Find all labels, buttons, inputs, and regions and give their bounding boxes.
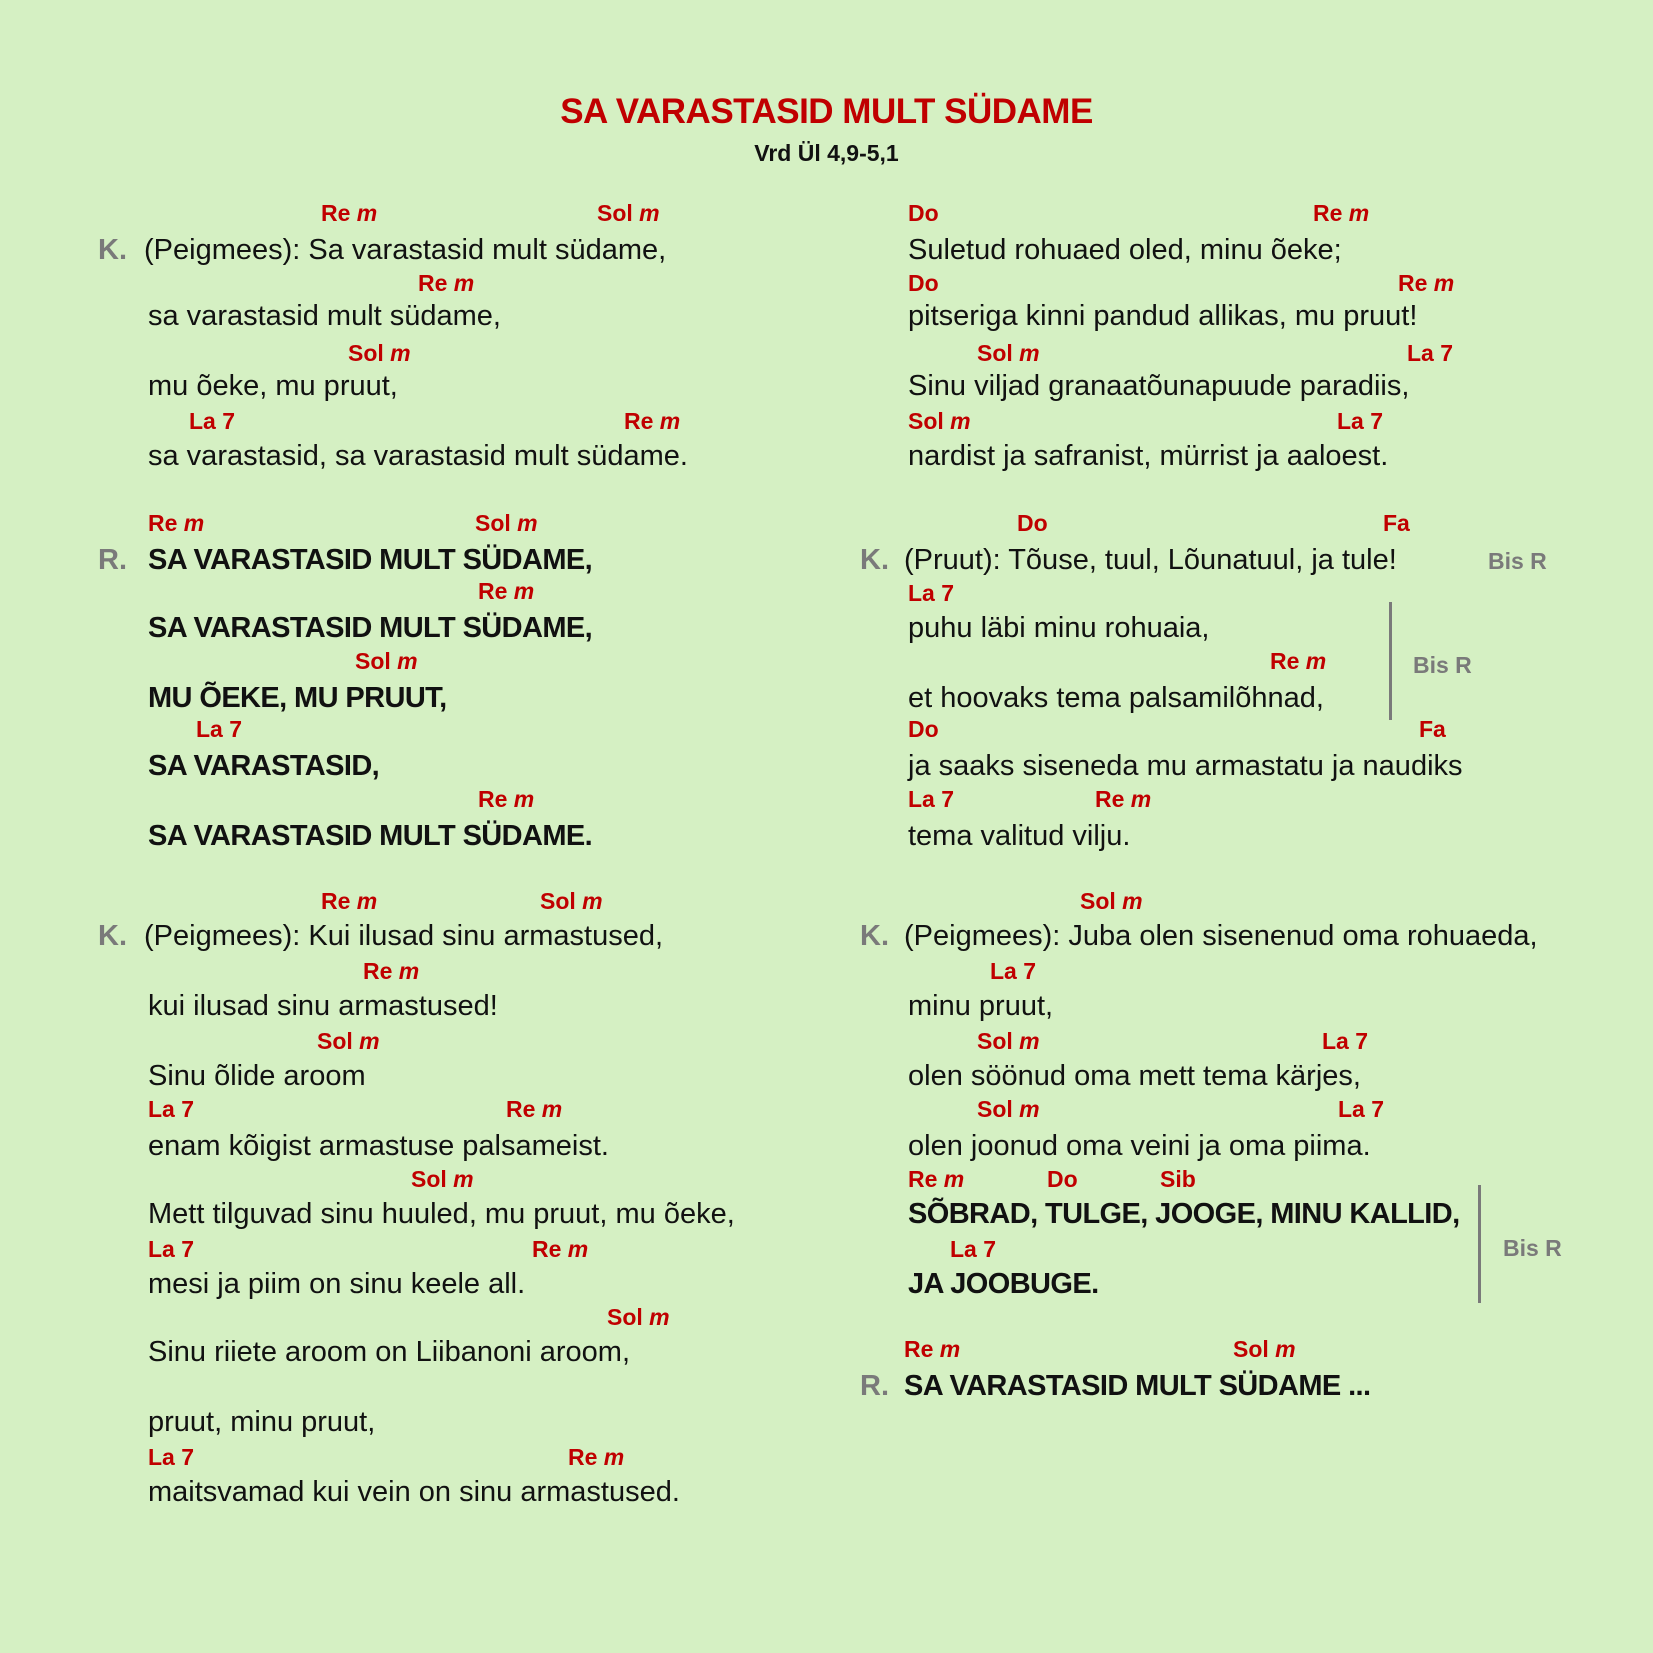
lyric-line: olen joonud oma veini ja oma piima. (908, 1130, 1371, 1162)
lyric-line: et hoovaks tema palsamilõhnad, (908, 682, 1324, 714)
chord: La 7 (1337, 408, 1384, 434)
chord: Re m (624, 408, 681, 434)
lyric-line: puhu läbi minu rohuaia, (908, 612, 1210, 644)
stanza-marker: K. (98, 234, 127, 266)
repeat-bracket (1478, 1185, 1481, 1303)
lyric-line: sa varastasid mult südame, (148, 300, 501, 332)
chord: La 7 (148, 1096, 195, 1122)
chord: Re m (148, 510, 205, 536)
chord: La 7 (196, 716, 243, 742)
chord: Re m (904, 1336, 961, 1362)
lyric-line: Mett tilguvad sinu huuled, mu pruut, mu õeke, (148, 1198, 735, 1230)
chord: La 7 (908, 786, 955, 812)
chord: La 7 (990, 958, 1037, 984)
lyric-line: pitseriga kinni pandud allikas, mu pruut! (908, 300, 1418, 332)
stanza-marker: K. (98, 920, 127, 952)
lyric-line: enam kõigist armastuse palsameist. (148, 1130, 609, 1162)
refrain-line: MU ÕEKE, MU PRUUT, (148, 682, 447, 714)
refrain-line: SA VARASTASID, (148, 750, 380, 782)
chord: Sol m (411, 1166, 474, 1192)
chord: Sol m (348, 340, 411, 366)
chord: Sol m (607, 1304, 670, 1330)
lyric-line: nardist ja safranist, mürrist ja aaloest. (908, 440, 1389, 472)
stanza-marker: R. (860, 1370, 889, 1402)
lyric-line: Suletud rohuaed oled, minu õeke; (908, 234, 1342, 266)
chord: Re m (321, 200, 378, 226)
lyric-line: (Peigmees): Sa varastasid mult südame, (144, 234, 667, 266)
chord: Re m (532, 1236, 589, 1262)
lyric-line: kui ilusad sinu armastused! (148, 990, 498, 1022)
lyric-line: Sinu riiete aroom on Liibanoni aroom, (148, 1336, 630, 1368)
lyric-line: mu õeke, mu pruut, (148, 370, 398, 402)
chord: Do (908, 200, 939, 226)
chord: La 7 (148, 1236, 195, 1262)
chord: Sol m (540, 888, 603, 914)
song-title: SA VARASTASID MULT SÜDAME (560, 92, 1093, 131)
lyric-line: minu pruut, (908, 990, 1054, 1022)
chord: Re m (908, 1166, 965, 1192)
lyric-line: Sinu õlide aroom (148, 1060, 366, 1092)
chord: La 7 (1322, 1028, 1369, 1054)
chord: Sol m (475, 510, 538, 536)
chord: Re m (1398, 270, 1455, 296)
chord: Do (908, 270, 939, 296)
chord: Re m (363, 958, 420, 984)
chord: Re m (506, 1096, 563, 1122)
bis-refrain-label: Bis R (1413, 652, 1472, 678)
repeat-bracket (1389, 602, 1392, 720)
chord: Sol m (317, 1028, 380, 1054)
refrain-line: SÕBRAD, TULGE, JOOGE, MINU KALLID, (908, 1198, 1460, 1230)
chord: Re m (478, 578, 535, 604)
stanza-marker: R. (98, 544, 127, 576)
chord: Re m (321, 888, 378, 914)
bis-refrain-label: Bis R (1503, 1235, 1562, 1261)
refrain-line: SA VARASTASID MULT SÜDAME, (148, 612, 593, 644)
lyric-line: maitsvamad kui vein on sinu armastused. (148, 1476, 680, 1508)
lyric-line: (Pruut): Tõuse, tuul, Lõunatuul, ja tule! (904, 544, 1397, 576)
bis-refrain-label: Bis R (1488, 548, 1547, 574)
chord: Do (908, 716, 939, 742)
chord: Sol m (1233, 1336, 1296, 1362)
scripture-reference: Vrd Ül 4,9-5,1 (754, 140, 899, 166)
lyric-line: sa varastasid, sa varastasid mult südame. (148, 440, 688, 472)
lyric-line: ja saaks siseneda mu armastatu ja naudiks (908, 750, 1463, 782)
chord: Sol m (355, 648, 418, 674)
refrain-line: JA JOOBUGE. (908, 1268, 1099, 1300)
lyric-line: tema valitud vilju. (908, 820, 1131, 852)
chord: Re m (478, 786, 535, 812)
chord: Fa (1383, 510, 1410, 536)
chord: La 7 (148, 1444, 195, 1470)
lyric-line: (Peigmees): Kui ilusad sinu armastused, (144, 920, 664, 952)
chord: Re m (568, 1444, 625, 1470)
refrain-line: SA VARASTASID MULT SÜDAME ... (904, 1370, 1371, 1402)
chord: Re m (1095, 786, 1152, 812)
lyric-line: (Peigmees): Juba olen sisenenud oma rohuaeda, (904, 920, 1538, 952)
refrain-line: SA VARASTASID MULT SÜDAME, (148, 544, 593, 576)
chord: La 7 (1407, 340, 1454, 366)
chord: Sol m (597, 200, 660, 226)
chord: Sib (1160, 1166, 1196, 1192)
stanza-marker: K. (860, 544, 889, 576)
refrain-line: SA VARASTASID MULT SÜDAME. (148, 820, 593, 852)
chord: Sol m (977, 1028, 1040, 1054)
lyric-line: pruut, minu pruut, (148, 1406, 376, 1438)
chord: Re m (1313, 200, 1370, 226)
lyric-line: mesi ja piim on sinu keele all. (148, 1268, 526, 1300)
chord: Sol m (1080, 888, 1143, 914)
chord: Re m (418, 270, 475, 296)
stanza-marker: K. (860, 920, 889, 952)
chord: Sol m (908, 408, 971, 434)
chord: Sol m (977, 1096, 1040, 1122)
chord: Do (1017, 510, 1048, 536)
chord: La 7 (1338, 1096, 1385, 1122)
lyric-line: olen söönud oma mett tema kärjes, (908, 1060, 1361, 1092)
chord: Sol m (977, 340, 1040, 366)
chord: La 7 (908, 580, 955, 606)
chord: La 7 (950, 1236, 997, 1262)
lyric-line: Sinu viljad granaatõunapuude paradiis, (908, 370, 1410, 402)
chord: Re m (1270, 648, 1327, 674)
chord: La 7 (189, 408, 236, 434)
chord: Fa (1419, 716, 1446, 742)
chord: Do (1047, 1166, 1078, 1192)
